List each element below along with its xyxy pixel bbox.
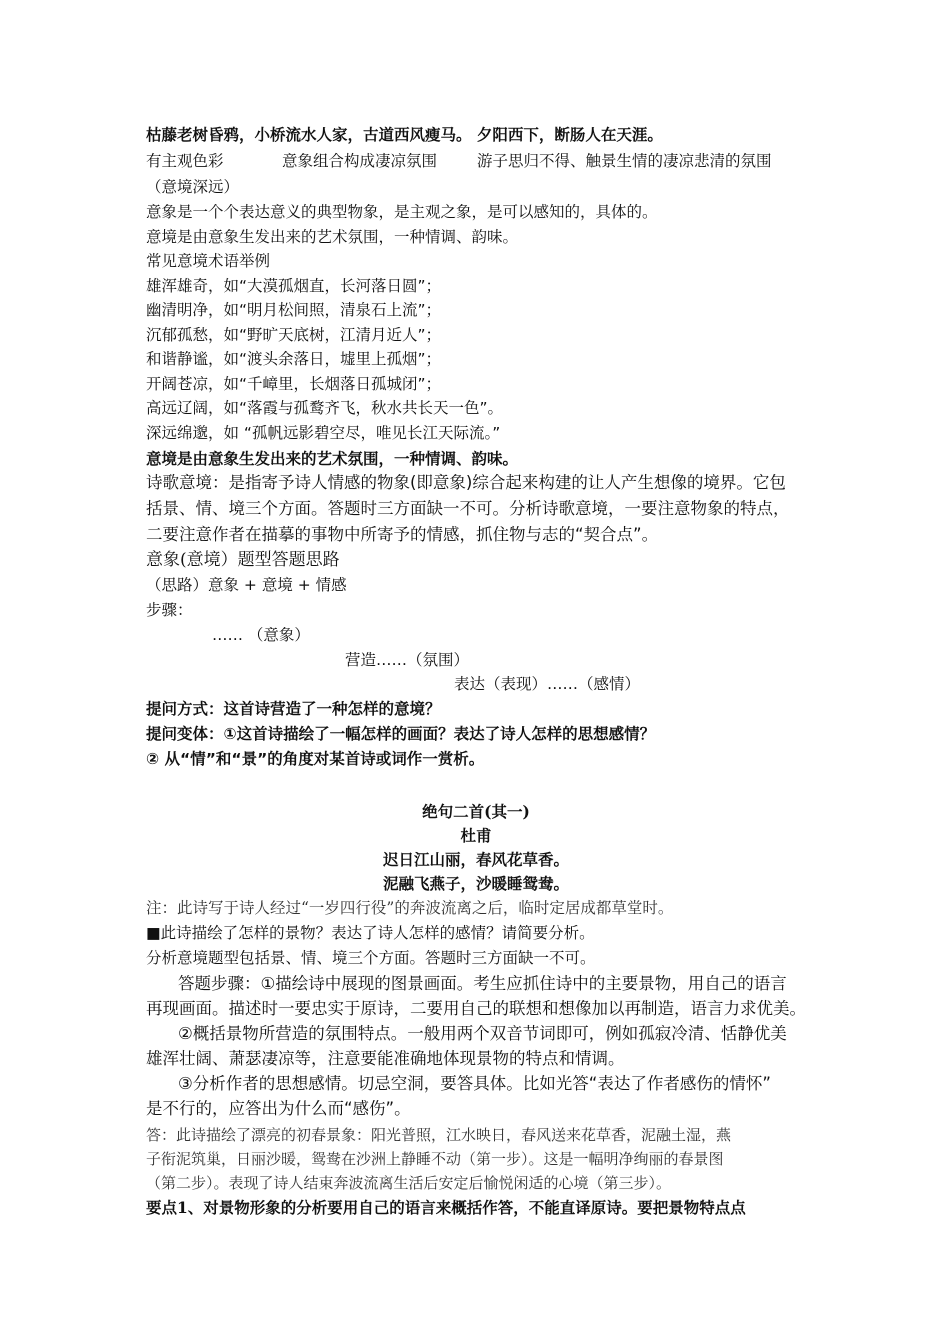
- term-item: 沉郁孤愁，如“野旷天底树，江清月近人”；: [146, 326, 442, 344]
- term-item: 深远绵邈，如 “孤帆远影碧空尽，唯见长江天际流。”: [146, 424, 501, 442]
- key-point: 要点1、对景物形象的分析要用自己的语言来概括作答，不能直译原诗。要把景物特点点: [146, 1198, 746, 1217]
- analysis-summary: 分析意境题型包括景、情、境三个方面。答题时三方面缺一不可。: [146, 949, 596, 967]
- answer-step-line: 再现画面。描述时一要忠实于原诗，二要用自己的联想和想像加以再制造，语言力求优美。: [146, 999, 806, 1018]
- poem-title: 绝句二首(其一): [422, 802, 530, 821]
- step-emotion: 表达（表现）……（感情）: [454, 675, 641, 693]
- definition-realm-bold: 意境是由意象生发出来的艺术氛围，一种情调、韵味。: [146, 450, 519, 468]
- poetic-realm-line: 二要注意作者在描摹的事物中所寄予的情感，抓住物与志的“契合点”。: [146, 525, 659, 544]
- annotation-depth: （意境深远）: [146, 178, 240, 196]
- question-variant: 提问变体：①这首诗描绘了一幅怎样的画面？表达了诗人怎样的思想感情？: [146, 725, 656, 743]
- term-item: 幽清明净，如“明月松间照，清泉石上流”；: [146, 301, 442, 319]
- annotation-atmosphere: 游子思归不得、触景生情的凄凉悲清的氛围: [477, 152, 772, 170]
- step-image: …… （意象）: [212, 626, 310, 644]
- poetic-realm-line: 括景、情、境三个方面。答题时三方面缺一不可。分析诗歌意境，一要注意物象的特点，: [146, 499, 790, 518]
- definition-realm: 意境是由意象生发出来的艺术氛围，一种情调、韵味。: [146, 228, 519, 246]
- annotation-color: 有主观色彩: [146, 152, 224, 170]
- poem-question: ■此诗描绘了怎样的景物？表达了诗人怎样的感情？请简要分析。: [146, 924, 595, 942]
- steps-label: 步骤：: [146, 601, 193, 619]
- poem-author: 杜甫: [460, 826, 492, 845]
- term-item: 和谐静谧，如“渡头余落日，墟里上孤烟”；: [146, 350, 442, 368]
- model-answer-line: 子衔泥筑巢，日丽沙暖，鸳鸯在沙洲上静睡不动（第一步）。这是一幅明净绚丽的春景图: [146, 1150, 724, 1168]
- step-atmosphere: 营造……（氛围）: [345, 651, 470, 669]
- poetic-realm-line: 诗歌意境：是指寄予诗人情感的物象(即意象)综合起来构建的让人产生想像的境界。它包: [146, 473, 786, 492]
- answer-step-line: 答题步骤：①描绘诗中展现的图景画面。考生应抓住诗中的主要景物，用自己的语言: [178, 974, 787, 993]
- question-form: 提问方式：这首诗营造了一种怎样的意境？: [146, 700, 441, 718]
- term-item: 雄浑雄奇，如“大漠孤烟直，长河落日圆”；: [146, 277, 442, 295]
- annotation-combination: 意象组合构成凄凉氛围: [282, 152, 438, 170]
- answer-step-line: ③分析作者的思想感情。切忌空洞，要答具体。比如光答“表达了作者感伤的情怀”: [178, 1074, 771, 1093]
- answer-step-line: 雄浑壮阔、萧瑟凄凉等，注意要能准确地体现景物的特点和情调。: [146, 1049, 625, 1068]
- answer-step-line: ②概括景物所营造的氛围特点。一般用两个双音节词即可，例如孤寂冷清、恬静优美: [178, 1024, 787, 1043]
- poem-quote: 枯藤老树昏鸦，小桥流水人家，古道西风瘦马。 夕阳西下，断肠人在天涯。: [146, 125, 663, 144]
- term-item: 高远辽阔，如“落霞与孤鹜齐飞，秋水共长天一色”。: [146, 399, 504, 417]
- term-item: 开阔苍凉，如“千嶂里，长烟落日孤城闭”；: [146, 375, 442, 393]
- model-answer-line: （第二步）。表现了诗人结束奔波流离生活后安定后愉悦闲适的心境（第三步）。: [146, 1174, 672, 1192]
- poem-note: 注：此诗写于诗人经过“一岁四行役”的奔波流离之后，临时定居成都草堂时。: [146, 899, 674, 917]
- method-path: （思路）意象 + 意境 + 情感: [146, 576, 347, 594]
- poem-line: 泥融飞燕子，沙暖睡鸳鸯。: [382, 874, 569, 893]
- method-title: 意象(意境）题型答题思路: [146, 550, 340, 570]
- model-answer-line: 答：此诗描绘了漂亮的初春景象：阳光普照，江水映日，春风送来花草香，泥融土湿，燕: [146, 1126, 732, 1144]
- answer-step-line: 是不行的，应答出为什么而“感伤”。: [146, 1099, 411, 1118]
- question-variant-2: ② 从“情”和“景”的角度对某首诗或词作一赏析。: [146, 750, 485, 768]
- terms-title: 常见意境术语举例: [146, 252, 271, 270]
- poem-line: 迟日江山丽，春风花草香。: [382, 850, 569, 869]
- annotation-row: [146, 150, 772, 172]
- definition-image: 意象是一个个表达意义的典型物象，是主观之象，是可以感知的，具体的。: [146, 203, 658, 221]
